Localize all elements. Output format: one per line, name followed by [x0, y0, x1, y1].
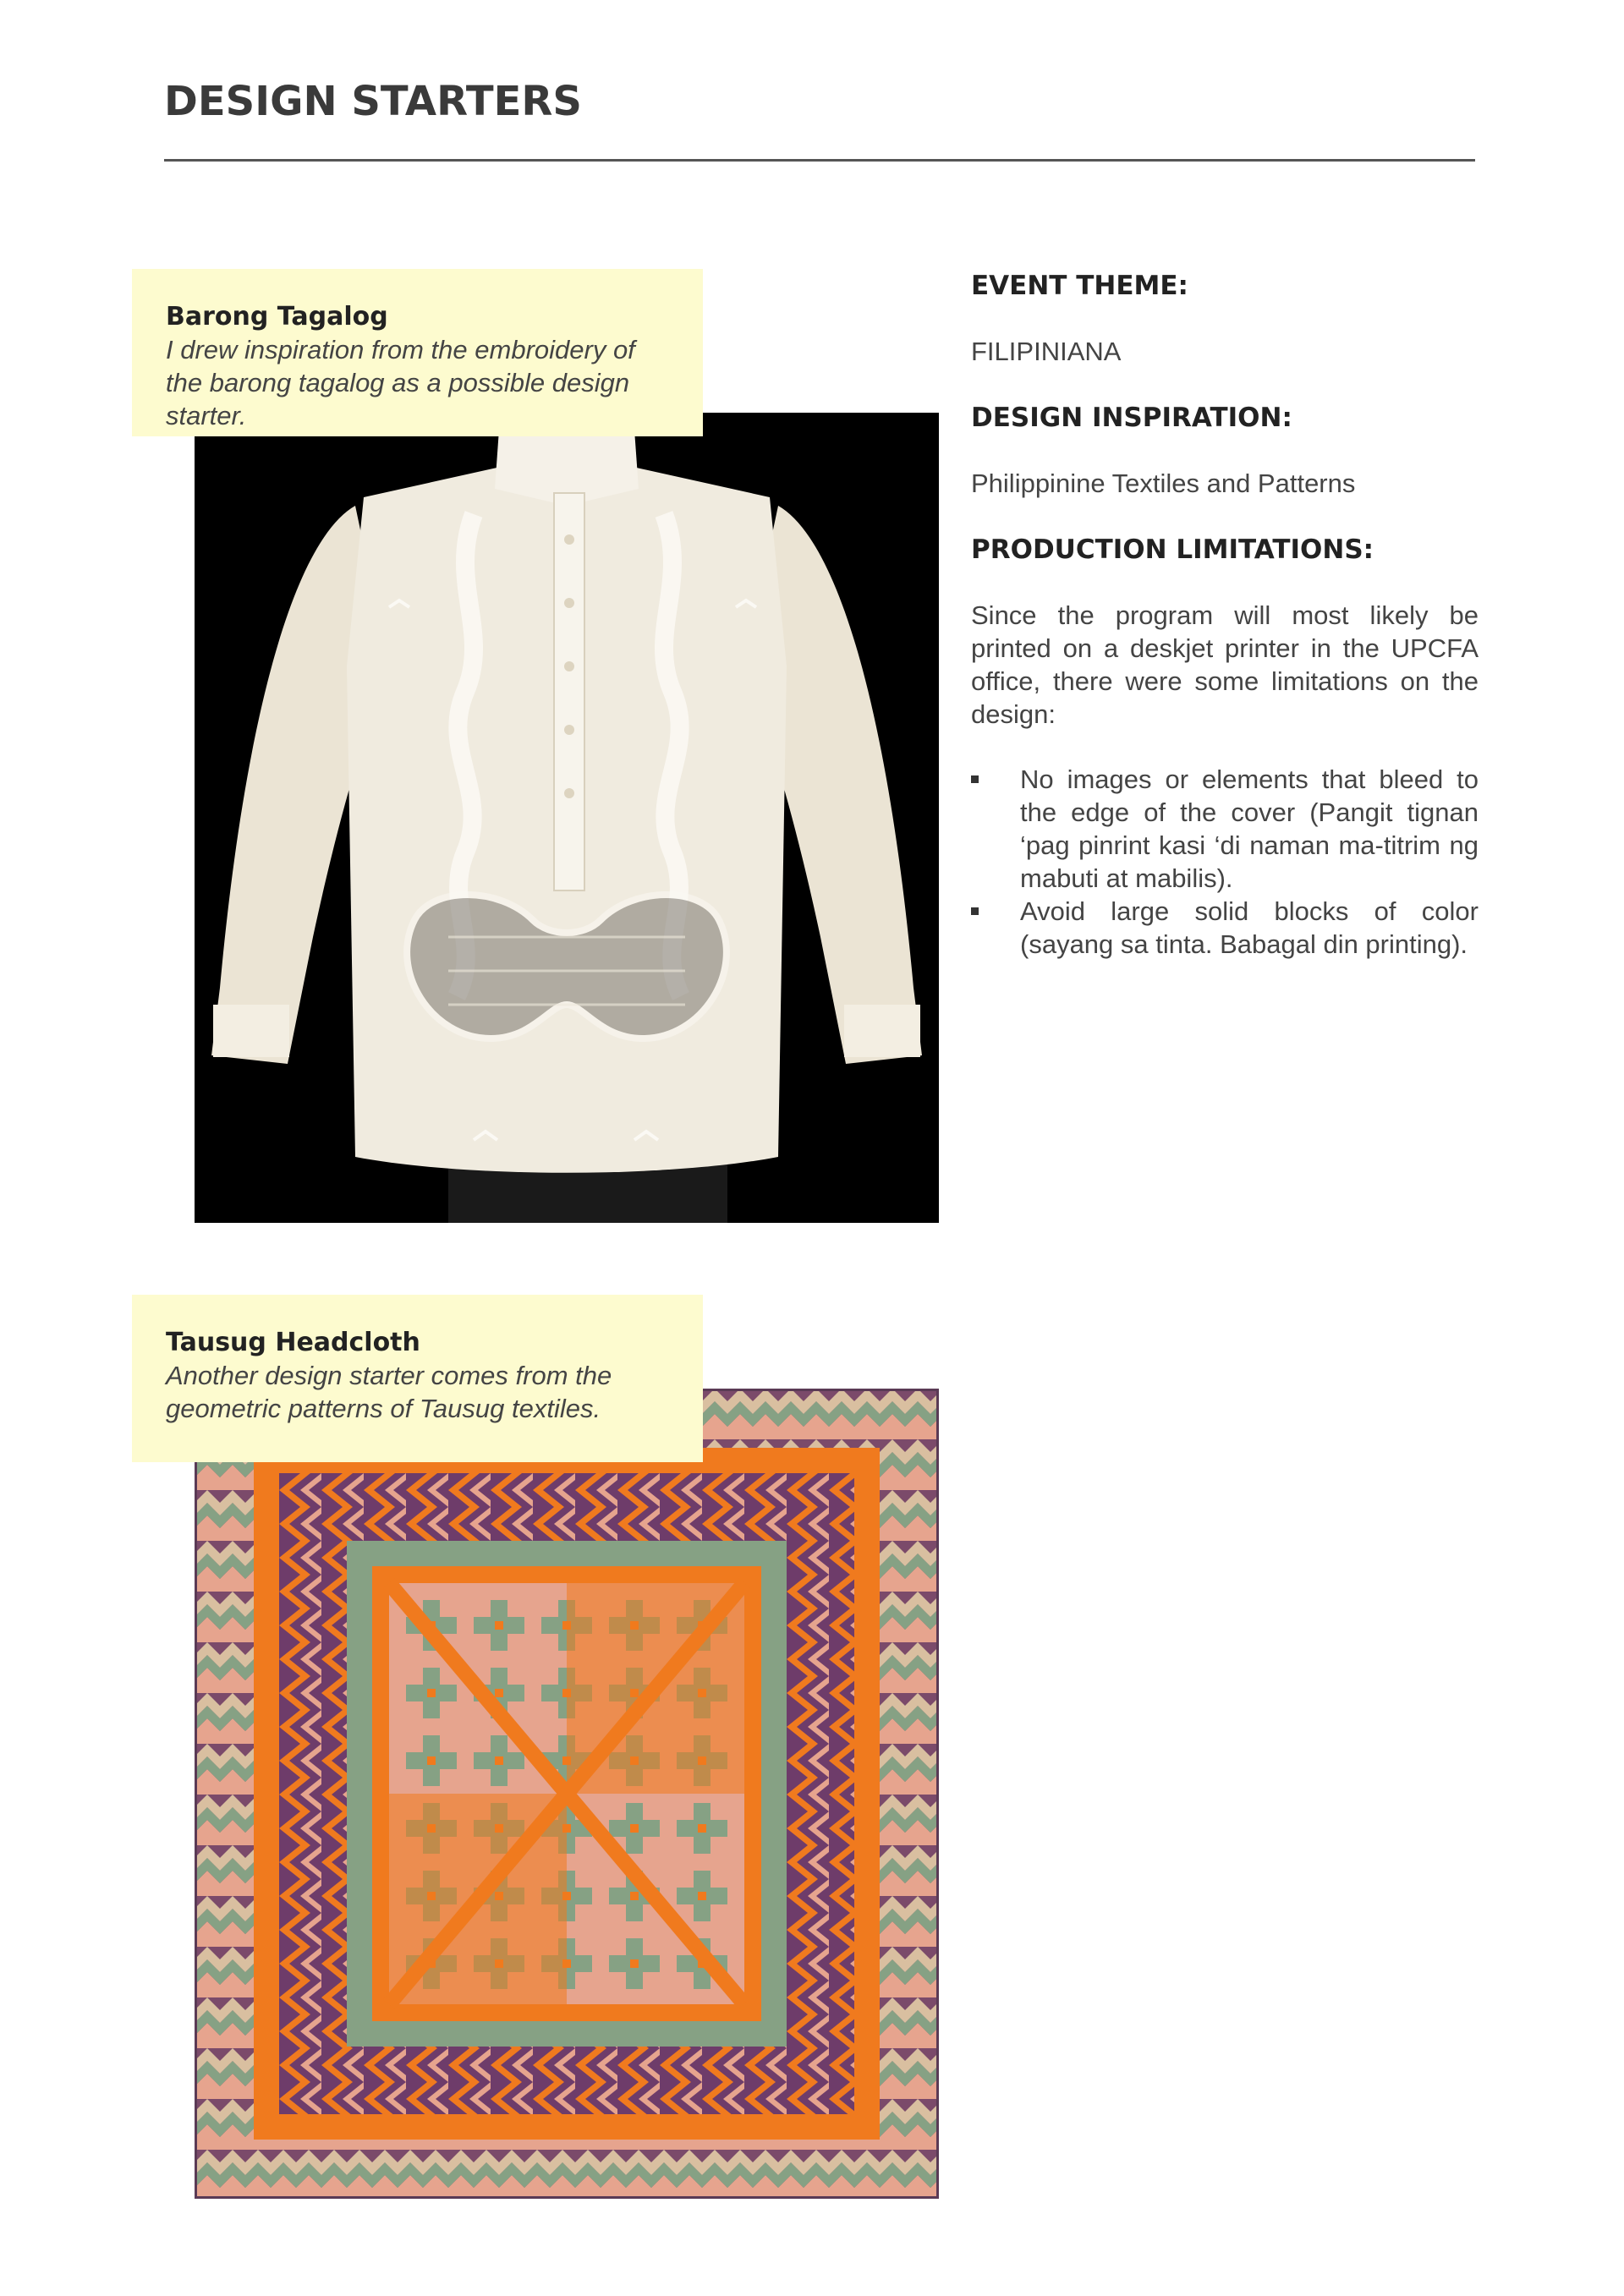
title-divider — [164, 159, 1475, 162]
page-title: DESIGN STARTERS — [164, 78, 582, 125]
design-inspiration-label: DESIGN INSPIRATION: — [971, 403, 1292, 433]
event-theme-label: EVENT THEME: — [971, 271, 1188, 301]
caption-text: Another design starter comes from the geometric patterns of Tausug textiles. — [166, 1361, 612, 1423]
production-limitations-text: Since the program will most likely be printed on a deskjet printer in the UPCFA office, there were some limitations on the design: — [971, 600, 1479, 729]
bullet-icon — [971, 907, 979, 915]
design-brief — [971, 269, 1479, 961]
list-item-text: No images or elements that bleed to the edge of the cover (Pangit tignan ‘pag pinrint kasi ‘di naman ma-titrim ng mabuti at mabilis). — [1020, 764, 1479, 893]
bullet-icon — [971, 775, 979, 783]
list-item — [971, 895, 1479, 961]
caption-title: Barong Tagalog — [166, 302, 388, 332]
list-item — [971, 763, 1479, 895]
barong-tagalog-photo — [195, 413, 939, 1223]
barong-caption — [132, 269, 703, 436]
limitations-list — [971, 763, 1479, 961]
design-inspiration-value: Philippinine Textiles and Patterns — [971, 469, 1356, 498]
event-theme-value: FILIPINIANA — [971, 337, 1122, 366]
tausug-caption — [132, 1295, 703, 1462]
list-item-text: Avoid large solid blocks of color (sayang sa tinta. Babagal din printing). — [1020, 896, 1479, 959]
tausug-headcloth-photo — [195, 1389, 939, 2199]
caption-text: I drew inspiration from the embroidery of the barong tagalog as a possible design starter. — [166, 335, 635, 430]
caption-title: Tausug Headcloth — [166, 1328, 420, 1357]
production-limitations-label: PRODUCTION LIMITATIONS: — [971, 534, 1374, 565]
